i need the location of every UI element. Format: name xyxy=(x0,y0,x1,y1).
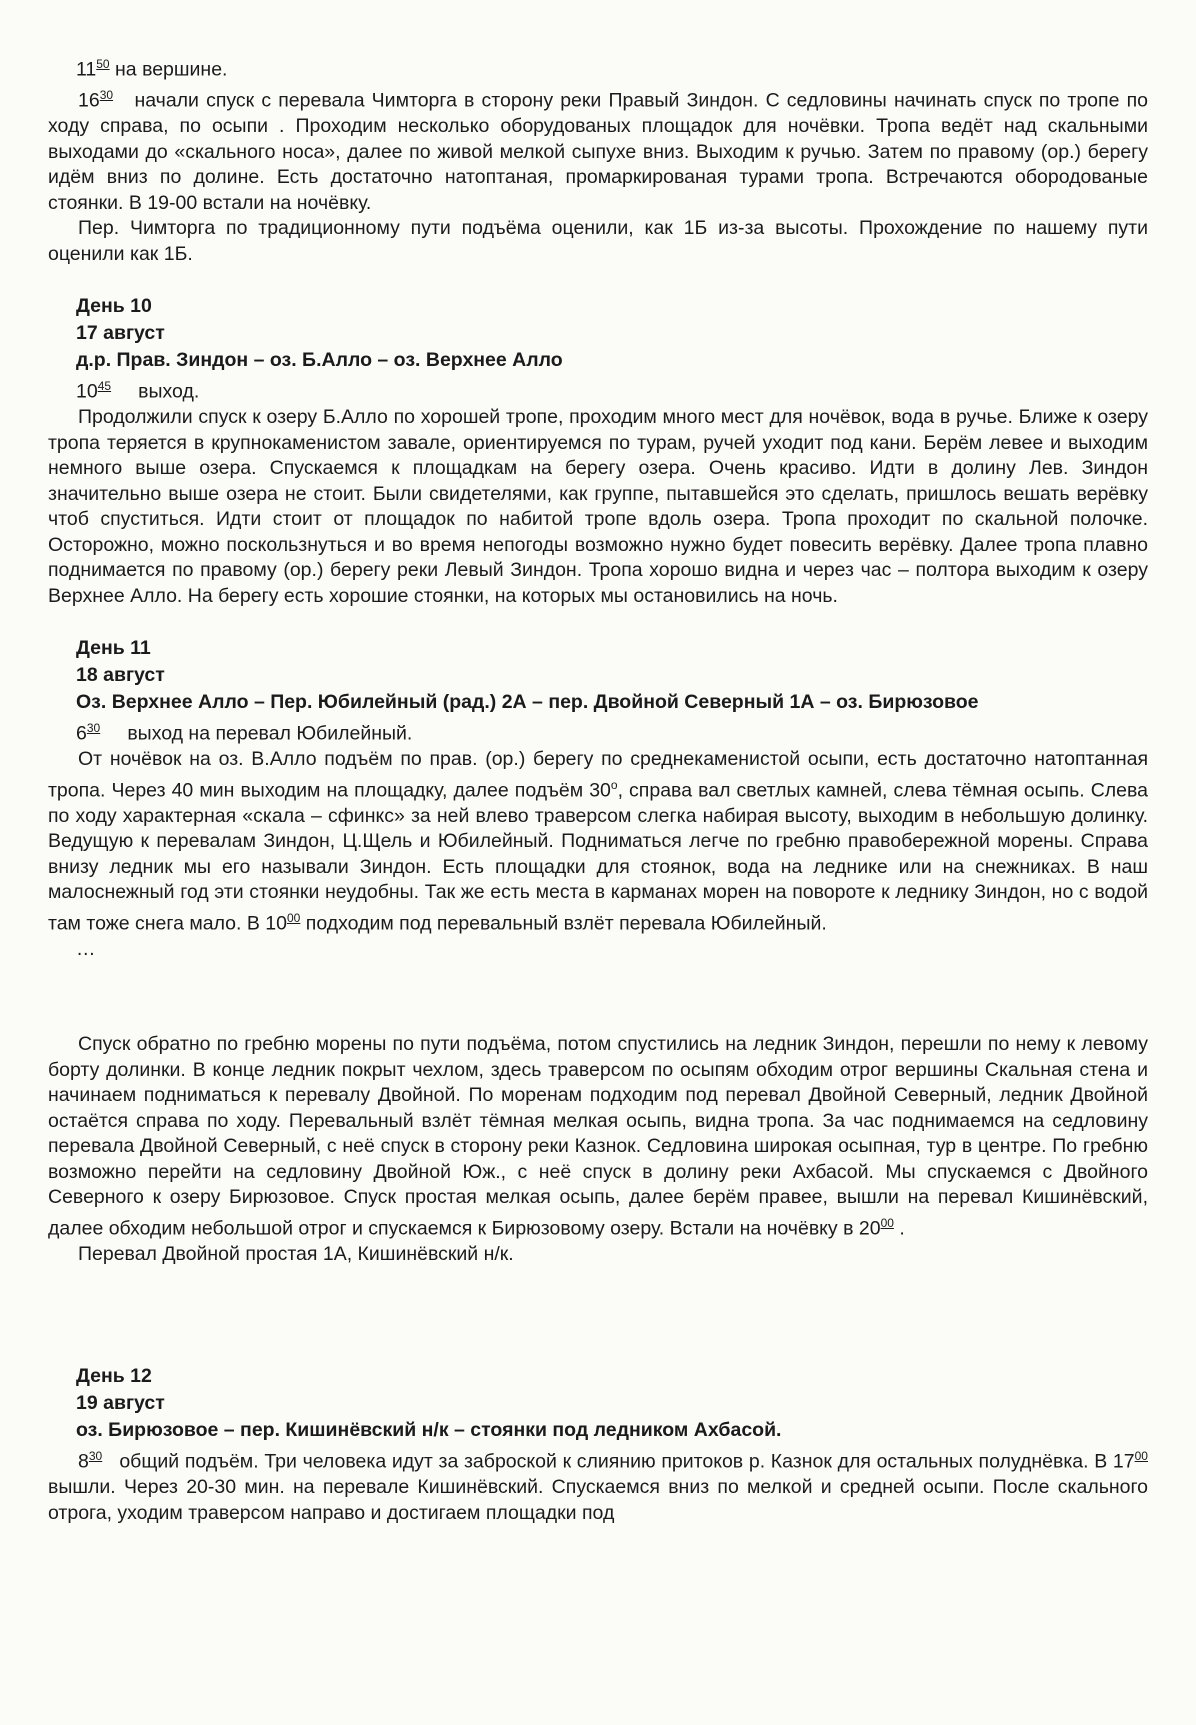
time-hour: 11 xyxy=(76,58,97,81)
day-12-date: 19 август xyxy=(76,1392,165,1414)
day-11-date: 18 август xyxy=(76,664,165,686)
day-11-time: $6^{30}$ выход на перевал Юбилейный. xyxy=(76,721,413,745)
ellipsis: … xyxy=(76,937,96,960)
day-10-title: День 10 xyxy=(76,295,152,317)
day-12-route: оз. Бирюзовое – пер. Кишинёвский н/к – стоянки под ледником Ахбасой. xyxy=(76,1419,782,1441)
day-10-route: д.р. Прав. Зиндон – оз. Б.Алло – оз. Верхнее Алло xyxy=(76,349,563,371)
day-11-paragraph-descent: Спуск обратно по гребню морены по пути подъёма, потом спустились на ледник Зиндон, перешли по нему к левому борту долинки. В конце ледник покрыт чехлом, здесь траверсом по осыпям обходим отрог вершины Скальная стена и начинаем подниматься к перевалу Двойной. По моренам подходим под перевал Двойной Северный, ледник Двойной остаётся справа по ходу. Перевальный взлёт тёмная мелкая осыпь, видна тропа. За час поднимаемся на седловину перевала Двойной Северный, с неё спуск в сторону реки Казнок. Седловина широкая осыпная, тур в центре. По гребню возможно перейти на седловину Двойной Юж., с неё спуск в долину реки Ахбасой. Мы спускаемся с Двойного Северного к озеру Бирюзовое. Спуск простая мелкая осыпь, далее берём правее, вышли на перевал Кишинёвский, далее обходим небольшой отрог и спускаемся к Бирюзовому озеру. Встали на ночёвку в $20^{00}$ . xyxy=(48,1033,1148,1239)
paragraph-assessment: Пер. Чимторга по традиционному пути подъёма оценили, как 1Б из-за высоты. Прохождение по нашему пути оценили как 1Б. xyxy=(48,217,1148,265)
day-11-paragraph-ascent: От ночёвок на оз. В.Алло подъём по прав. (ор.) берегу по среднекаменистой осыпи, есть достаточно натоптанная тропа. Через 40 мин выходим на площадку, далее подъём $30^о$, справа вал светлых камней, слева тёмная осыпь. Слева по ходу характерная «скала – сфинкс» за ней влево траверсом слегка набирая высоту, выходим в небольшую долинку. Ведущую к перевалам Зиндон, Ц.Щель и Юбилейный. Подниматься легче по гребню правобережной морены. Справа внизу ледник мы его называли Зиндон. Есть площадки для стоянок, вода на леднике или на снежниках. В наш малоснежный год эти стоянки неудобны. Так же есть места в карманах морен на повороте к леднику Зиндон, но с водой там тоже снега мало. В $10^{00}$ подходим под перевальный взлёт перевала Юбилейный. xyxy=(48,748,1148,934)
document-page xyxy=(48,52,1148,1526)
day-11-title: День 11 xyxy=(76,637,151,659)
time-note: на вершине. xyxy=(115,58,228,81)
paragraph-descent: $16^{30}$ начали спуск с перевала Чимторга в сторону реки Правый Зиндон. С седловины начинать спуск по тропе по ходу справа, по осыпи . Проходим несколько оборудованых площадок для ночёвки. Тропа ведёт над скальными выходами до «скального носа», далее по живой мелкой сыпухе вниз. Выходим к ручью. Затем по правому (ор.) берегу идём вниз по долине. Есть достаточно натоптаная, промаркированая турами тропа. Встречаются обородованые стоянки. В 19-00 встали на ночёвку. xyxy=(48,88,1148,214)
day-12-paragraph: $8^{30}$ общий подъём. Три человека идут за заброской к слиянию притоков р. Казнок для остальных полуднёвка. В $17^{00}$ вышли. Через 20-30 мин. на перевале Кишинёвский. Спускаемся вниз по мелкой и средней осыпи. После скального отрога, уходим траверсом направо и достигаем площадки под xyxy=(48,1449,1148,1524)
day-12-title: День 12 xyxy=(76,1365,152,1387)
day-10-date: 17 август xyxy=(76,322,165,344)
day-10-paragraph: Продолжили спуск к озеру Б.Алло по хорошей тропе, проходим много мест для ночёвок, вода в ручье. Ближе к озеру тропа теряется в крупнокаменистом завале, ориентируемся по турам, ручей уходит под кани. Берём левее и выходим немного выше озера. Спускаемся к площадкам на берегу озера. Очень красиво. Идти в долину Лев. Зиндон значительно выше озера не стоит. Были свидетелями, как группе, пытавшейся это сделать, пришлось вешать верёвку чтоб спуститься. Идти стоит от площадок по набитой тропе вдоль озера. Тропа проходит по скальной полочке. Осторожно, можно поскользнуться и во время непогоды возможно нужно будет повесить верёвку. Далее тропа плавно поднимается по правому (ор.) берегу реки Левый Зиндон. Тропа хорошо видна и через час – полтора выходим к озеру Верхнее Алло. На берегу есть хорошие стоянки, на которых мы остановились на ночь. xyxy=(48,406,1148,607)
time-entry xyxy=(76,52,1148,83)
day-10-time: $10^{45}$ выход. xyxy=(76,379,200,403)
time-minutes: 50 xyxy=(96,57,110,71)
day-11-route: Оз. Верхнее Алло – Пер. Юбилейный (рад.) 2А – пер. Двойной Северный 1А – оз. Бирюзовое xyxy=(76,691,979,713)
day-11-paragraph-passes: Перевал Двойной простая 1А, Кишинёвский н/к. xyxy=(78,1242,514,1265)
